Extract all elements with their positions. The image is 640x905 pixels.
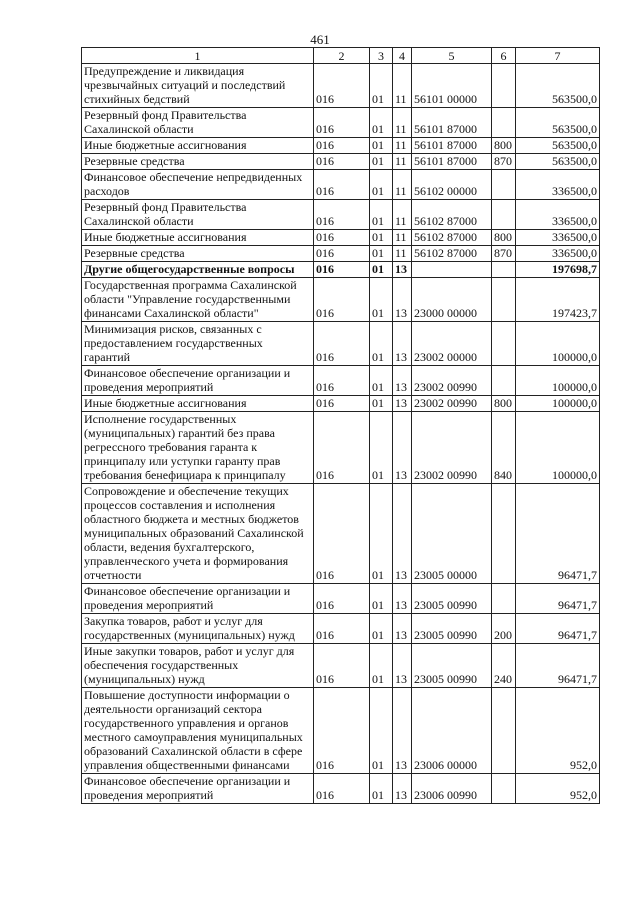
row-name: Закупка товаров, работ и услуг для государственных (муниципальных) нужд xyxy=(82,614,314,644)
row-name: Резервные средства xyxy=(82,154,314,170)
subsection-code: 11 xyxy=(393,200,412,230)
expense-type-code xyxy=(492,170,516,200)
ministry-code: 016 xyxy=(314,262,370,278)
ministry-code: 016 xyxy=(314,278,370,322)
ministry-code: 016 xyxy=(314,64,370,108)
section-code: 01 xyxy=(370,108,393,138)
amount: 100000,0 xyxy=(516,412,600,484)
subsection-code: 11 xyxy=(393,170,412,200)
ministry-code: 016 xyxy=(314,108,370,138)
ministry-code: 016 xyxy=(314,412,370,484)
amount: 336500,0 xyxy=(516,170,600,200)
table-row xyxy=(82,154,600,170)
table-row xyxy=(82,138,600,154)
section-code: 01 xyxy=(370,396,393,412)
column-header: 1 xyxy=(82,48,314,64)
row-name: Иные бюджетные ассигнования xyxy=(82,230,314,246)
target-article-code: 23005 00990 xyxy=(412,614,492,644)
table-row xyxy=(82,64,600,108)
section-code: 01 xyxy=(370,64,393,108)
target-article-code: 23005 00000 xyxy=(412,484,492,584)
column-header: 2 xyxy=(314,48,370,64)
table-row xyxy=(82,278,600,322)
expense-type-code xyxy=(492,64,516,108)
column-header: 5 xyxy=(412,48,492,64)
expense-type-code: 800 xyxy=(492,138,516,154)
table-row xyxy=(82,170,600,200)
target-article-code: 56102 00000 xyxy=(412,170,492,200)
subsection-code: 13 xyxy=(393,688,412,774)
table-row xyxy=(82,688,600,774)
subsection-code: 13 xyxy=(393,484,412,584)
expense-type-code xyxy=(492,108,516,138)
section-code: 01 xyxy=(370,230,393,246)
header-row xyxy=(82,48,600,64)
expense-type-code: 870 xyxy=(492,246,516,262)
section-code: 01 xyxy=(370,322,393,366)
expense-type-code xyxy=(492,688,516,774)
amount: 563500,0 xyxy=(516,64,600,108)
section-code: 01 xyxy=(370,200,393,230)
ministry-code: 016 xyxy=(314,154,370,170)
expense-type-code: 240 xyxy=(492,644,516,688)
expense-type-code xyxy=(492,484,516,584)
subsection-code: 11 xyxy=(393,230,412,246)
expense-type-code: 800 xyxy=(492,230,516,246)
amount: 100000,0 xyxy=(516,396,600,412)
target-article-code: 56102 87000 xyxy=(412,200,492,230)
row-name: Сопровождение и обеспечение текущих процессов составления и исполнения областного бюджета и местных бюджетов муниципальных образований Сахалинской области, ведения бухгалтерского, управленческого учета и формирования отчетности xyxy=(82,484,314,584)
amount: 96471,7 xyxy=(516,484,600,584)
table-row xyxy=(82,108,600,138)
target-article-code: 56101 87000 xyxy=(412,154,492,170)
section-code: 01 xyxy=(370,688,393,774)
row-name: Минимизация рисков, связанных с предоставлением государственных гарантий xyxy=(82,322,314,366)
target-article-code: 23000 00000 xyxy=(412,278,492,322)
subsection-code: 13 xyxy=(393,366,412,396)
section-code: 01 xyxy=(370,154,393,170)
target-article-code: 23005 00990 xyxy=(412,584,492,614)
subsection-code: 11 xyxy=(393,108,412,138)
section-code: 01 xyxy=(370,484,393,584)
expense-type-code: 870 xyxy=(492,154,516,170)
table-row xyxy=(82,644,600,688)
table-row xyxy=(82,366,600,396)
ministry-code: 016 xyxy=(314,584,370,614)
target-article-code: 23002 00000 xyxy=(412,322,492,366)
table-row xyxy=(82,200,600,230)
ministry-code: 016 xyxy=(314,396,370,412)
subsection-code: 13 xyxy=(393,774,412,804)
page-number: 461 xyxy=(310,32,330,47)
row-name: Повышение доступности информации о деятельности организаций сектора государственного управления и органов местного самоуправления муниципальных образований Сахалинской области в сфере управления общественными финансами xyxy=(82,688,314,774)
target-article-code: 23002 00990 xyxy=(412,366,492,396)
amount: 197698,7 xyxy=(516,262,600,278)
row-name: Государственная программа Сахалинской области "Управление государственными финансами Сахалинской области" xyxy=(82,278,314,322)
subsection-code: 13 xyxy=(393,396,412,412)
expense-type-code: 200 xyxy=(492,614,516,644)
table-row xyxy=(82,584,600,614)
ministry-code: 016 xyxy=(314,774,370,804)
row-name: Финансовое обеспечение непредвиденных расходов xyxy=(82,170,314,200)
amount: 336500,0 xyxy=(516,246,600,262)
section-code: 01 xyxy=(370,366,393,396)
expense-type-code xyxy=(492,200,516,230)
expense-type-code xyxy=(492,366,516,396)
column-header: 3 xyxy=(370,48,393,64)
section-code: 01 xyxy=(370,170,393,200)
target-article-code xyxy=(412,262,492,278)
table-row xyxy=(82,230,600,246)
table-row xyxy=(82,246,600,262)
expense-type-code: 800 xyxy=(492,396,516,412)
amount: 563500,0 xyxy=(516,108,600,138)
row-name: Финансовое обеспечение организации и проведения мероприятий xyxy=(82,774,314,804)
ministry-code: 016 xyxy=(314,230,370,246)
section-code: 01 xyxy=(370,246,393,262)
expense-type-code xyxy=(492,322,516,366)
target-article-code: 56102 87000 xyxy=(412,246,492,262)
amount: 100000,0 xyxy=(516,322,600,366)
ministry-code: 016 xyxy=(314,138,370,154)
target-article-code: 23006 00000 xyxy=(412,688,492,774)
row-name: Иные закупки товаров, работ и услуг для обеспечения государственных (муниципальных) нужд xyxy=(82,644,314,688)
table-row xyxy=(82,614,600,644)
expense-type-code xyxy=(492,278,516,322)
subsection-code: 13 xyxy=(393,262,412,278)
ministry-code: 016 xyxy=(314,688,370,774)
amount: 96471,7 xyxy=(516,614,600,644)
ministry-code: 016 xyxy=(314,366,370,396)
section-code: 01 xyxy=(370,278,393,322)
target-article-code: 23006 00990 xyxy=(412,774,492,804)
column-header: 4 xyxy=(393,48,412,64)
row-name: Резервный фонд Правительства Сахалинской области xyxy=(82,200,314,230)
ministry-code: 016 xyxy=(314,644,370,688)
subsection-code: 13 xyxy=(393,644,412,688)
amount: 563500,0 xyxy=(516,154,600,170)
target-article-code: 56101 87000 xyxy=(412,138,492,154)
table-row xyxy=(82,412,600,484)
row-name: Исполнение государственных (муниципальных) гарантий без права регрессного требования гаранта к принципалу или уступки гаранту прав требования бенефициара к принципалу xyxy=(82,412,314,484)
row-name: Предупреждение и ликвидация чрезвычайных ситуаций и последствий стихийных бедствий xyxy=(82,64,314,108)
ministry-code: 016 xyxy=(314,170,370,200)
expense-type-code xyxy=(492,584,516,614)
section-code: 01 xyxy=(370,614,393,644)
row-name: Другие общегосударственные вопросы xyxy=(82,262,314,278)
amount: 96471,7 xyxy=(516,584,600,614)
section-code: 01 xyxy=(370,412,393,484)
section-code: 01 xyxy=(370,138,393,154)
target-article-code: 56102 87000 xyxy=(412,230,492,246)
expense-type-code xyxy=(492,262,516,278)
row-name: Финансовое обеспечение организации и проведения мероприятий xyxy=(82,584,314,614)
table-row xyxy=(82,484,600,584)
subsection-code: 11 xyxy=(393,246,412,262)
amount: 336500,0 xyxy=(516,200,600,230)
subsection-code: 13 xyxy=(393,278,412,322)
amount: 100000,0 xyxy=(516,366,600,396)
subsection-code: 13 xyxy=(393,412,412,484)
column-header: 6 xyxy=(492,48,516,64)
section-code: 01 xyxy=(370,584,393,614)
subsection-code: 11 xyxy=(393,154,412,170)
target-article-code: 23005 00990 xyxy=(412,644,492,688)
table-body xyxy=(82,64,600,804)
column-header: 7 xyxy=(516,48,600,64)
amount: 197423,7 xyxy=(516,278,600,322)
ministry-code: 016 xyxy=(314,484,370,584)
ministry-code: 016 xyxy=(314,200,370,230)
ministry-code: 016 xyxy=(314,246,370,262)
budget-table xyxy=(81,47,600,804)
amount: 336500,0 xyxy=(516,230,600,246)
subsection-code: 13 xyxy=(393,614,412,644)
table-row xyxy=(82,396,600,412)
subsection-code: 13 xyxy=(393,322,412,366)
subsection-code: 13 xyxy=(393,584,412,614)
table-row xyxy=(82,262,600,278)
amount: 952,0 xyxy=(516,688,600,774)
section-code: 01 xyxy=(370,774,393,804)
ministry-code: 016 xyxy=(314,322,370,366)
amount: 952,0 xyxy=(516,774,600,804)
amount: 96471,7 xyxy=(516,644,600,688)
target-article-code: 56101 87000 xyxy=(412,108,492,138)
subsection-code: 11 xyxy=(393,138,412,154)
row-name: Иные бюджетные ассигнования xyxy=(82,138,314,154)
target-article-code: 23002 00990 xyxy=(412,396,492,412)
row-name: Финансовое обеспечение организации и проведения мероприятий xyxy=(82,366,314,396)
expense-type-code: 840 xyxy=(492,412,516,484)
row-name: Резервные средства xyxy=(82,246,314,262)
row-name: Резервный фонд Правительства Сахалинской области xyxy=(82,108,314,138)
section-code: 01 xyxy=(370,262,393,278)
amount: 563500,0 xyxy=(516,138,600,154)
target-article-code: 23002 00990 xyxy=(412,412,492,484)
ministry-code: 016 xyxy=(314,614,370,644)
table-row xyxy=(82,322,600,366)
subsection-code: 11 xyxy=(393,64,412,108)
expense-type-code xyxy=(492,774,516,804)
row-name: Иные бюджетные ассигнования xyxy=(82,396,314,412)
section-code: 01 xyxy=(370,644,393,688)
table-row xyxy=(82,774,600,804)
target-article-code: 56101 00000 xyxy=(412,64,492,108)
